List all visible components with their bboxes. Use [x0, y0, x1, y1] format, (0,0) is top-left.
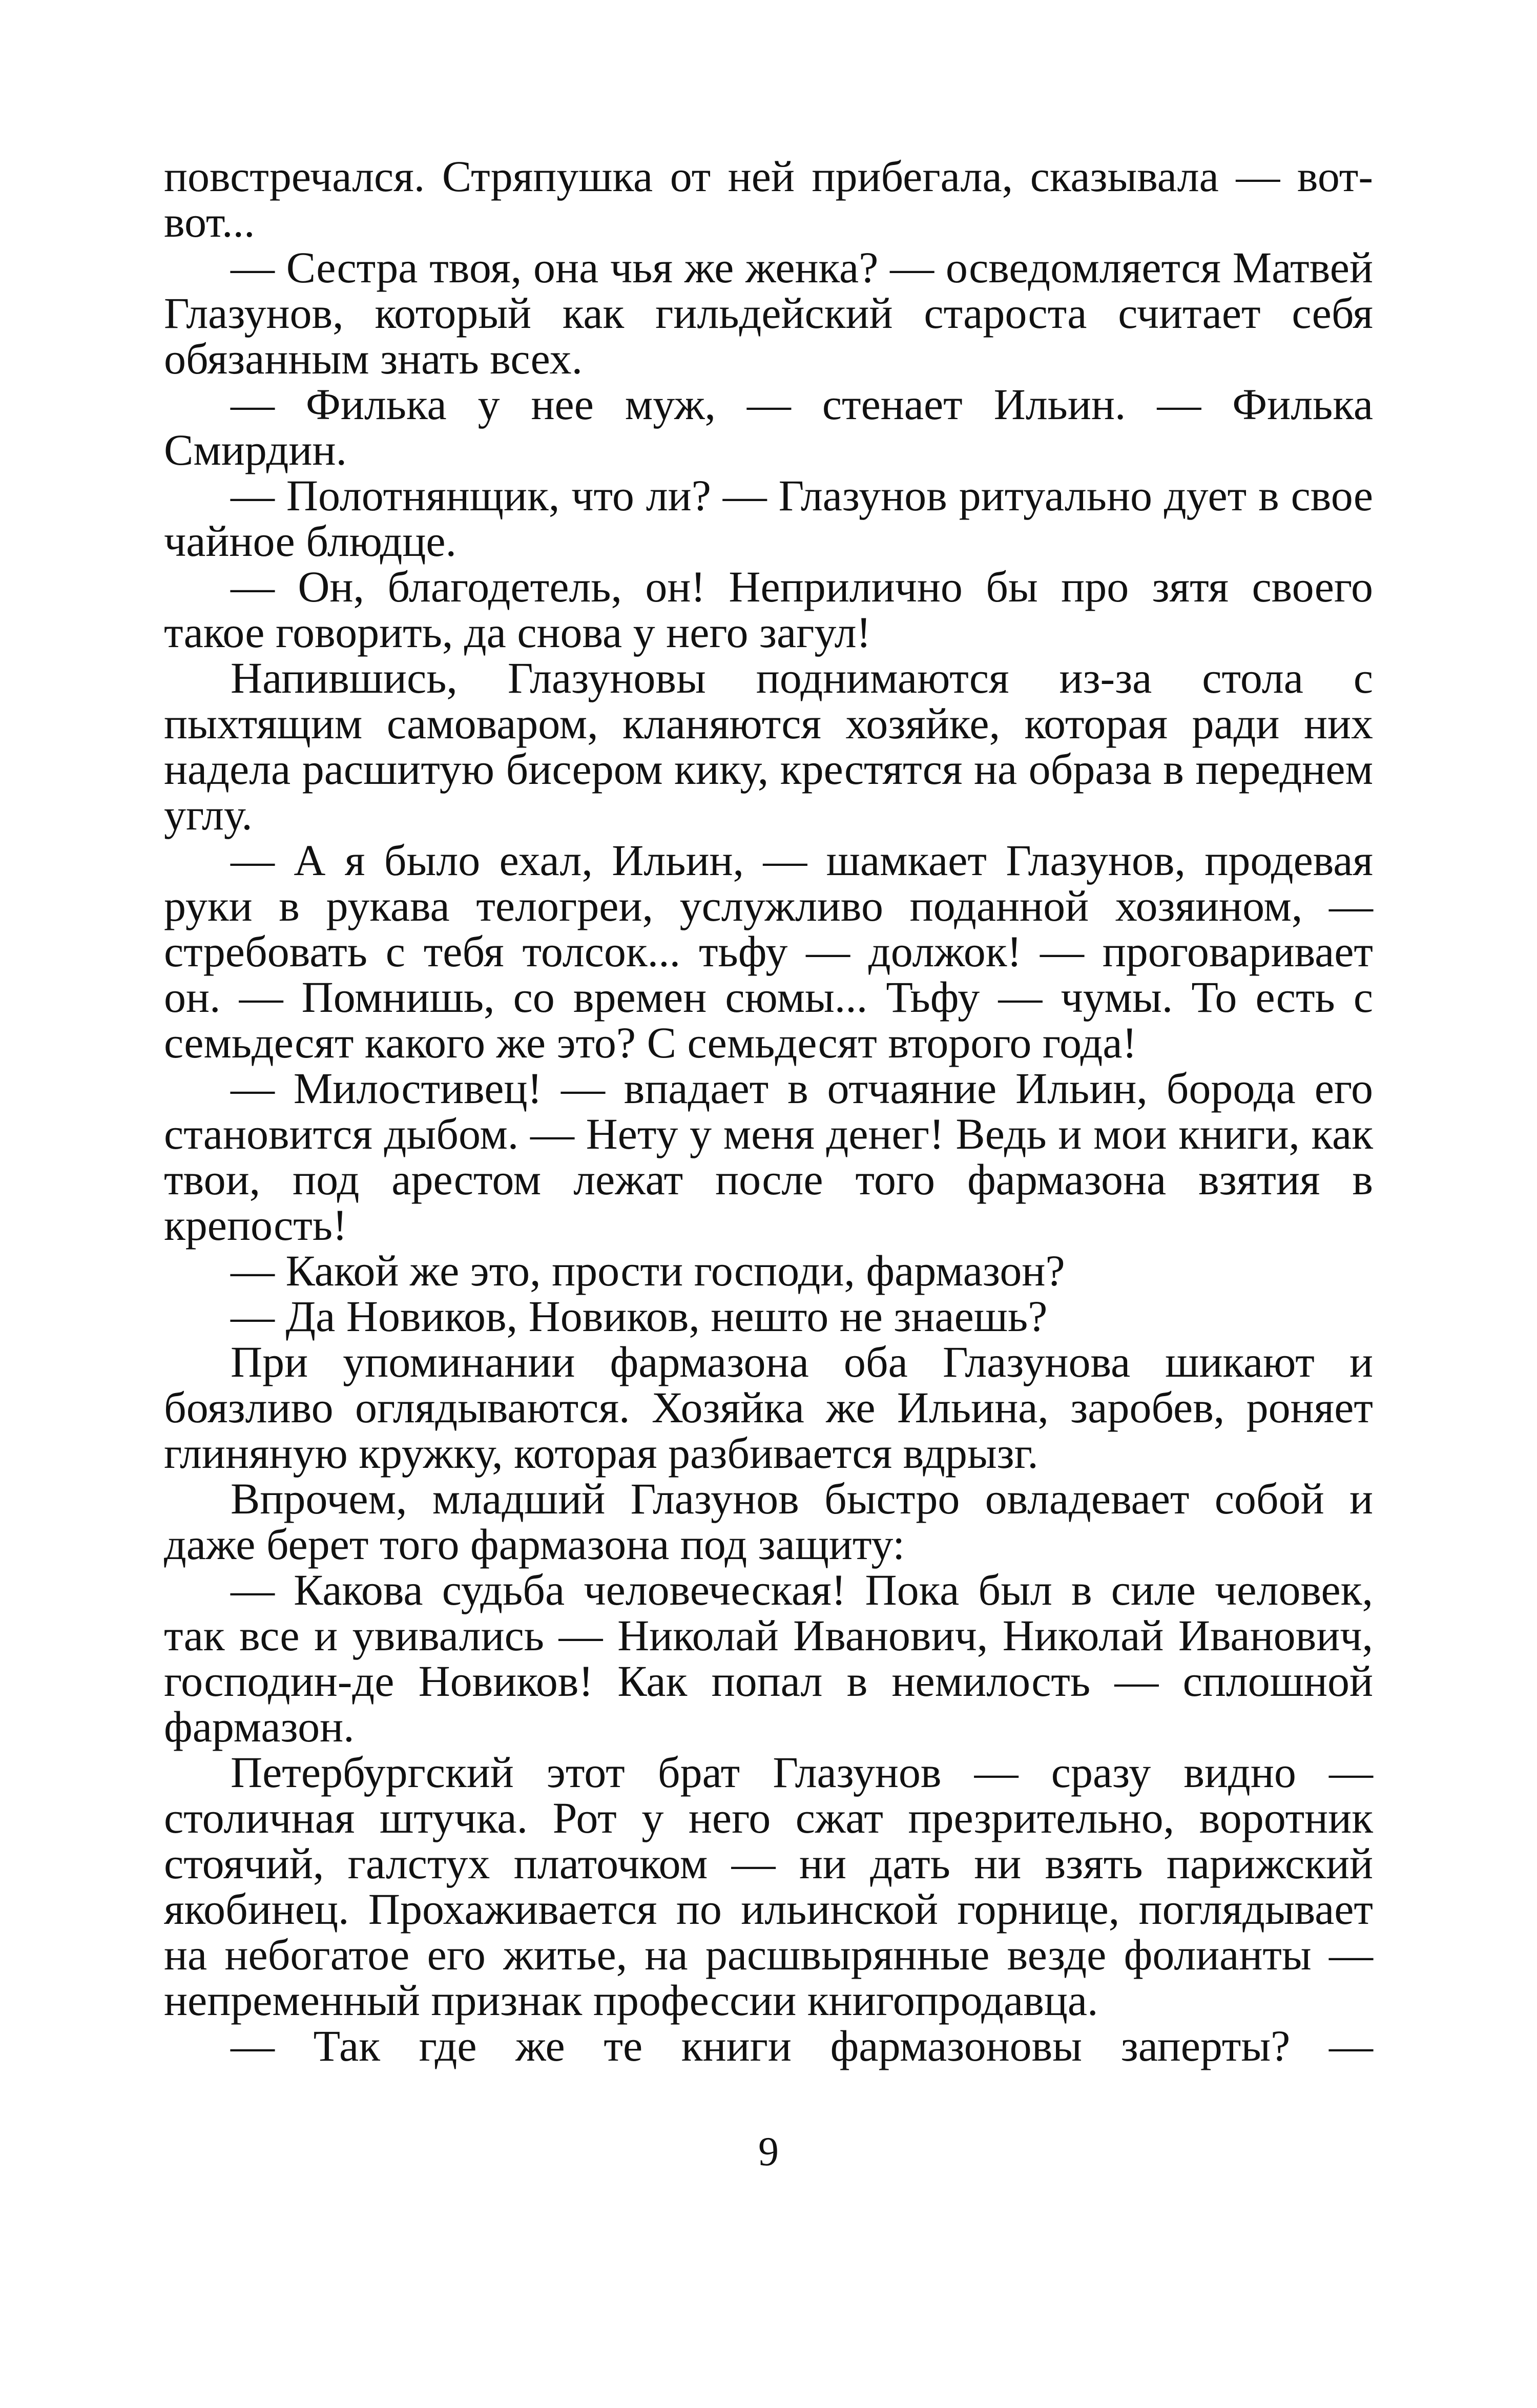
paragraph: — Сестра твоя, она чья же женка? — осведомляется Матвей Глазунов, который как гильдейский староста считает себя обязанным знать всех.: [164, 243, 1373, 383]
paragraph: — Так где же те книги фармазоновы заперты? —: [231, 2021, 1373, 2070]
paragraph: — Да Новиков, Новиков, нешто не знаешь?: [231, 1292, 1048, 1341]
paragraph: повстречался. Стряпушка от ней прибегала, сказывала — вот-вот...: [164, 152, 1373, 246]
paragraph: При упоминании фармазона оба Глазунова шикают и боязливо оглядываются. Хозяйка же Ильина, заробев, роняет глиняную кружку, которая разбивается вдрызг.: [164, 1337, 1373, 1478]
page-body: [164, 154, 1373, 2069]
paragraph: — Какова судьба человеческая! Пока был в силе человек, так все и увивались — Николай Иванович, Николай Иванович, господин-де Новиков! Как попал в немилость — сплошной фармазон.: [164, 1565, 1373, 1751]
paragraph: — Филька у нее муж, — стенает Ильин. — Филька Смирдин.: [164, 380, 1373, 474]
paragraph: — Какой же это, прости господи, фармазон?: [231, 1246, 1065, 1295]
paragraph: — Милостивец! — впадает в отчаяние Ильин, борода его становится дыбом. — Нету у меня денег! Ведь и мои книги, как твои, под арестом лежат после того фармазона взятия в крепость!: [164, 1064, 1373, 1250]
paragraph: — Он, благодетель, он! Неприлично бы про зятя своего такое говорить, да снова у него загул!: [164, 562, 1373, 657]
page-number: 9: [758, 2129, 779, 2174]
paragraph: Впрочем, младший Глазунов быстро овладевает собой и даже берет того фармазона под защиту:: [164, 1474, 1373, 1569]
paragraph: — Полотнянщик, что ли? — Глазунов ритуально дует в свое чайное блюдце.: [164, 471, 1373, 566]
paragraph: — А я было ехал, Ильин, — шамкает Глазунов, продевая руки в рукава телогреи, услужливо поданной хозяином, — стребовать с тебя толсок... тьфу — должок! — проговаривает он. — Помнишь, со времен сюмы... Тьфу — чумы. То есть с семьдесят какого же это? С семьдесят второго года!: [164, 836, 1373, 1067]
paragraph: Петербургский этот брат Глазунов — сразу видно — столичная штучка. Рот у него сжат презрительно, воротник стоячий, галстух платочком — ни дать ни взять парижский якобинец. Прохаживается по ильинской горнице, поглядывает на небогатое его житье, на расшвырянные везде фолианты — непременный признак профессии книгопродавца.: [164, 1748, 1373, 2025]
paragraph: Напившись, Глазуновы поднимаются из-за стола с пыхтящим самоваром, кланяются хозяйке, которая ради них надела расшитую бисером кику, крестятся на образа в переднем углу.: [164, 653, 1373, 839]
